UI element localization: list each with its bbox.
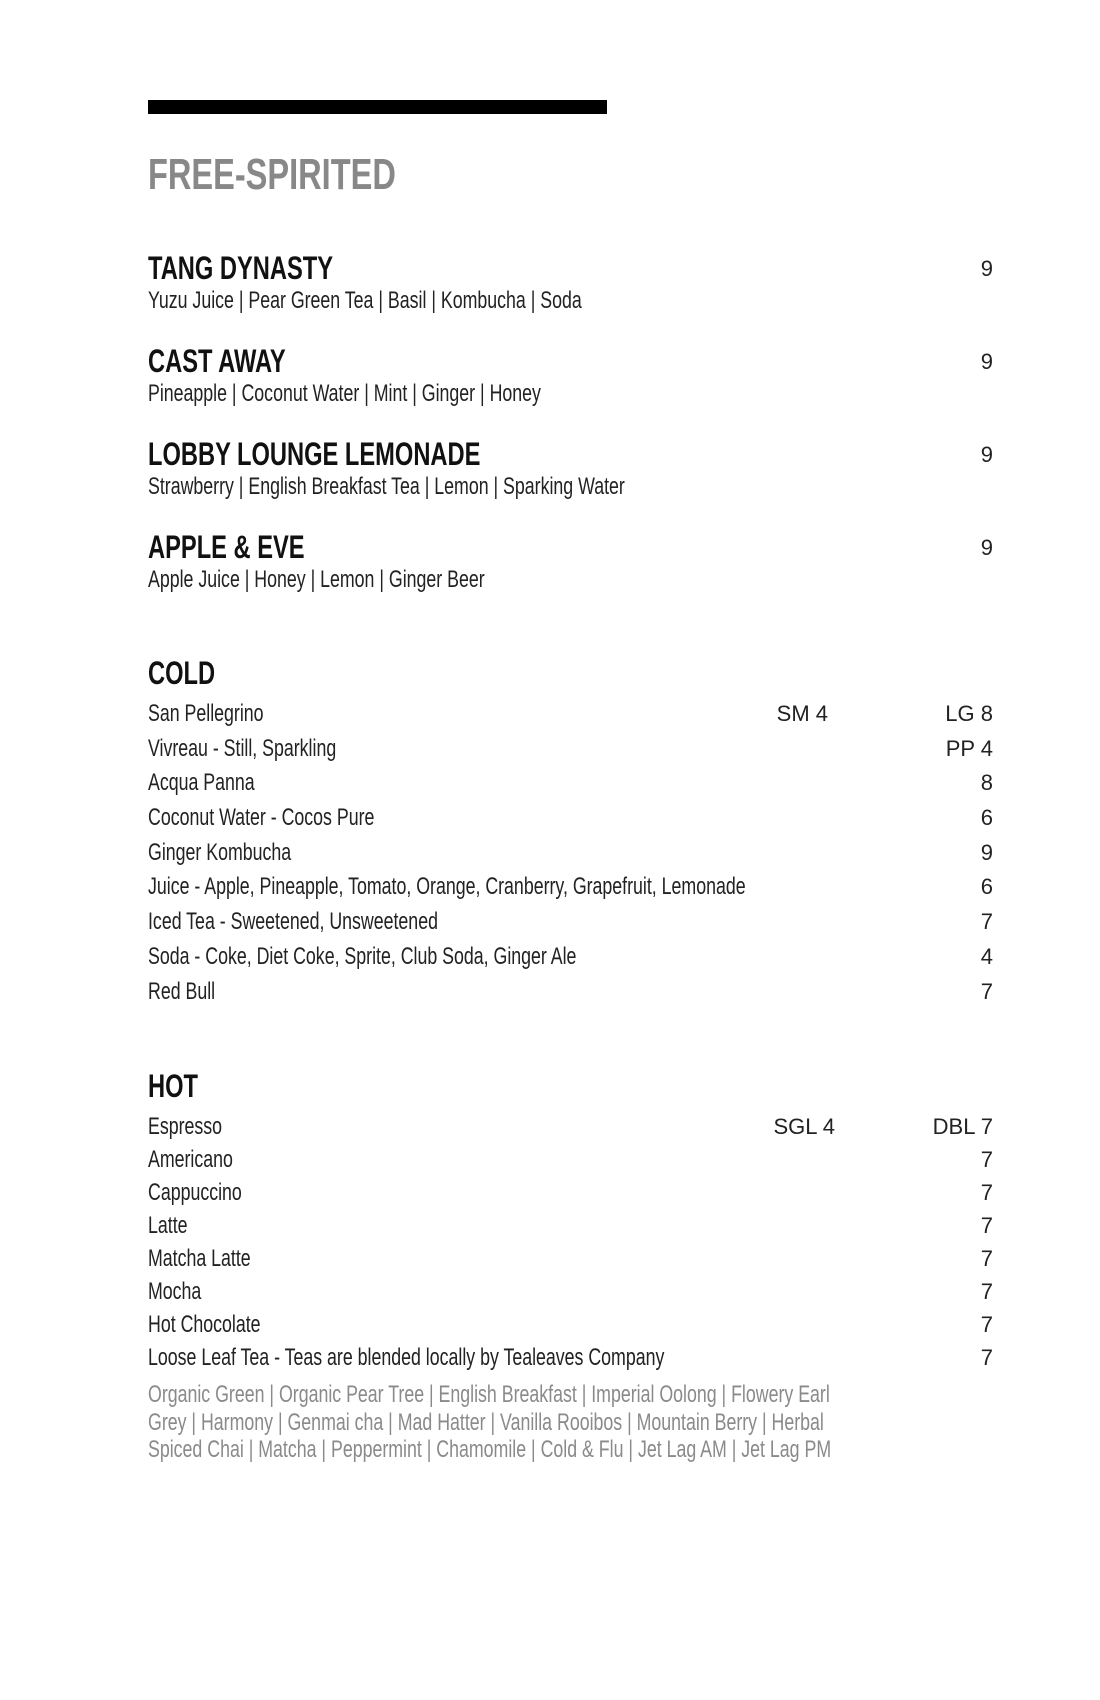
item-name: CAST AWAY — [148, 343, 286, 379]
cold-list — [148, 697, 993, 1009]
small-price: SGL 4 — [773, 1114, 835, 1139]
item-name: APPLE & EVE — [148, 529, 305, 565]
list-item: Cappuccino 7 — [148, 1176, 993, 1209]
item-price: 9 — [980, 839, 993, 865]
hot-heading: HOT — [148, 1068, 198, 1104]
list-item: Latte 7 — [148, 1209, 993, 1242]
tea-line: Spiced Chai | Matcha | Peppermint | Chamomile | Cold & Flu | Jet Lag AM | Jet Lag PM — [148, 1436, 832, 1463]
item-price: 7 — [980, 1345, 993, 1370]
list-item: Iced Tea - Sweetened, Unsweetened 7 — [148, 905, 993, 940]
item-price: 7 — [980, 1213, 993, 1238]
item-price: 9 — [980, 349, 993, 374]
list-item: Soda - Coke, Diet Coke, Sprite, Club Soda, Ginger Ale 4 — [148, 940, 993, 975]
item-price: 7 — [980, 909, 993, 935]
section-title: FREE-SPIRITED — [148, 150, 396, 199]
list-item: Juice - Apple, Pineapple, Tomato, Orange, Cranberry, Grapefruit, Lemonade 6 — [148, 870, 993, 905]
menu-item-apple-eve — [148, 529, 993, 595]
list-item: Americano 7 — [148, 1143, 993, 1176]
item-price: 7 — [980, 1180, 993, 1205]
list-item: Red Bull 7 — [148, 975, 993, 1010]
item-price: PP 4 — [945, 735, 993, 761]
cold-heading: COLD — [148, 655, 216, 691]
item-price: 9 — [980, 442, 993, 467]
list-item: San Pellegrino SM 4 LG 8 — [148, 697, 993, 732]
menu-item-cast-away — [148, 343, 993, 409]
small-price: SM 4 — [776, 701, 828, 726]
list-item: Vivreau - Still, Sparkling PP 4 — [148, 732, 993, 767]
list-item: Mocha 7 — [148, 1275, 993, 1308]
list-item: Loose Leaf Tea - Teas are blended locally by Tealeaves Company 7 — [148, 1341, 993, 1374]
tea-line: Organic Green | Organic Pear Tree | English Breakfast | Imperial Oolong | Flowery Earl — [148, 1381, 830, 1408]
item-price: 7 — [980, 1312, 993, 1337]
list-item: Espresso SGL 4 DBL 7 — [148, 1110, 993, 1143]
item-price: 6 — [980, 874, 993, 900]
list-item: Hot Chocolate 7 — [148, 1308, 993, 1341]
item-name: LOBBY LOUNGE LEMONADE — [148, 436, 481, 472]
item-price: 7 — [980, 1279, 993, 1304]
item-desc: Pineapple | Coconut Water | Mint | Ginger | Honey — [148, 380, 541, 407]
menu-item-lobby-lounge-lemonade — [148, 436, 993, 502]
tea-line: Grey | Harmony | Genmai cha | Mad Hatter | Vanilla Rooibos | Mountain Berry | Herbal — [148, 1408, 824, 1436]
item-desc: Apple Juice | Honey | Lemon | Ginger Beer — [148, 566, 485, 593]
item-price: 4 — [980, 943, 993, 969]
tea-list — [148, 1381, 1071, 1464]
item-price: LG 8 — [945, 701, 993, 726]
hot-list — [148, 1110, 993, 1374]
item-price: 7 — [980, 1147, 993, 1172]
menu-item-tang-dynasty — [148, 250, 993, 316]
decorative-bar — [148, 100, 607, 114]
list-item: Coconut Water - Cocos Pure 6 — [148, 801, 993, 836]
list-item: Ginger Kombucha 9 — [148, 836, 993, 871]
list-item: Acqua Panna 8 — [148, 766, 993, 801]
item-price: 7 — [980, 978, 993, 1004]
item-price: 6 — [980, 805, 993, 831]
item-desc: Strawberry | English Breakfast Tea | Lemon | Sparking Water — [148, 473, 625, 500]
item-price: 7 — [980, 1246, 993, 1271]
item-name: TANG DYNASTY — [148, 250, 334, 286]
list-item: Matcha Latte 7 — [148, 1242, 993, 1275]
item-price: 9 — [980, 256, 993, 281]
item-price: DBL 7 — [932, 1114, 993, 1139]
item-price: 8 — [980, 770, 993, 796]
item-desc: Yuzu Juice | Pear Green Tea | Basil | Kombucha | Soda — [148, 287, 582, 314]
item-price: 9 — [980, 535, 993, 560]
